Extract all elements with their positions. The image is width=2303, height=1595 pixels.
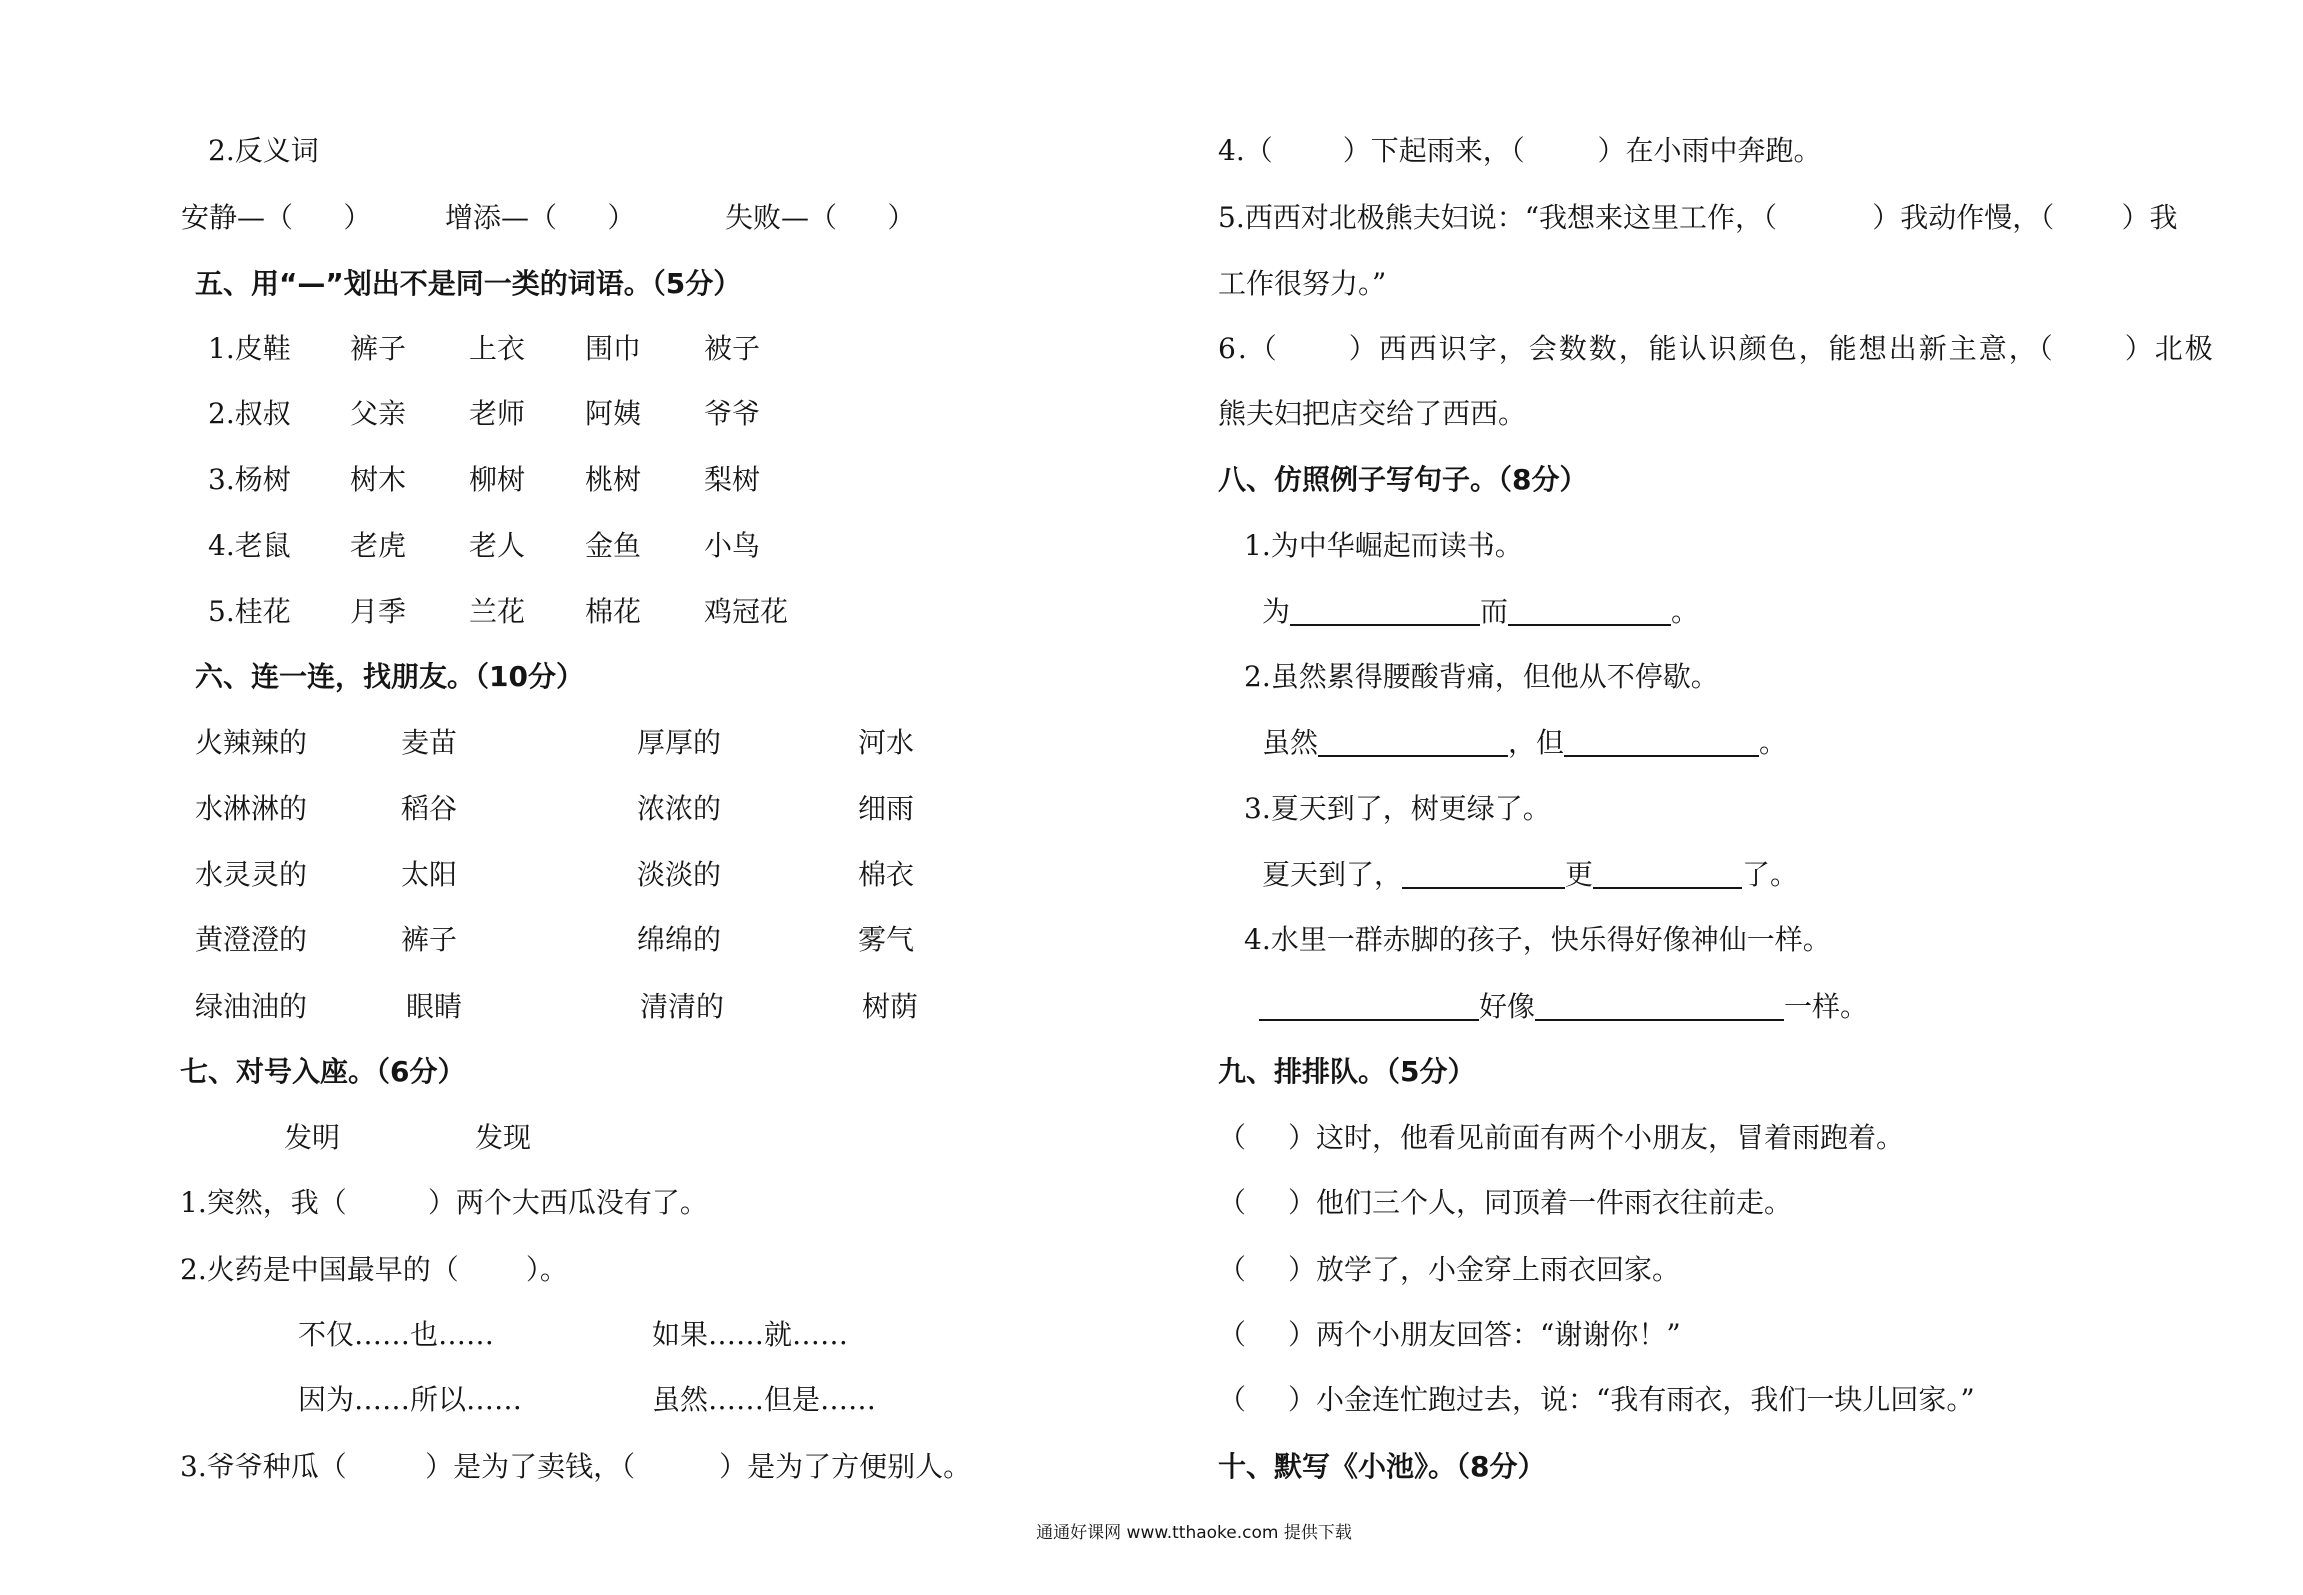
question-text: 1.突然，我（ [180, 1186, 347, 1219]
question-7-4 [1218, 134, 1822, 168]
answer-underline [1402, 887, 1565, 889]
order-item [1218, 1186, 1792, 1220]
match-cell: 太阳 [401, 858, 458, 891]
match-cell: 树荫 [862, 990, 919, 1023]
word-cell: 老虎 [350, 529, 407, 562]
question-text: 6.（ [1218, 332, 1279, 365]
question-text: ）北极 [2124, 332, 2215, 365]
fill-sentence [1262, 726, 1787, 760]
question-text: ）在小雨中奔跑。 [1597, 134, 1822, 167]
section-9-heading: 九、排排队。（5分） [1218, 1055, 1476, 1088]
paren-open: （ [1218, 1121, 1247, 1154]
match-cell: 清清的 [640, 990, 725, 1023]
answer-underline [1564, 755, 1759, 757]
paren-close: ） [887, 201, 916, 234]
word-cell: 月季 [350, 595, 407, 628]
question-7-3 [180, 1450, 971, 1484]
answer-underline [1535, 1019, 1784, 1021]
fill-text: 好像 [1479, 990, 1536, 1023]
conjunction-choice: 不仅……也…… [298, 1318, 495, 1351]
word-cell: 爷爷 [704, 397, 761, 430]
example-sentence: 4.水里一群赤脚的孩子，快乐得好像神仙一样。 [1244, 923, 1831, 956]
order-text: 两个小朋友回答：“谢谢你！” [1316, 1318, 1681, 1351]
word-cell: 被子 [704, 332, 761, 365]
order-item [1218, 1121, 1904, 1155]
fill-text: 。 [1671, 595, 1700, 628]
match-cell: 淡淡的 [637, 858, 722, 891]
paren-close: ） [1288, 1253, 1317, 1286]
question-text: ）我动作慢，（ [1872, 201, 2055, 234]
question-7-2 [180, 1253, 568, 1287]
question-7-6 [1218, 332, 2215, 366]
paren-close: ） [1288, 1121, 1317, 1154]
antonym-prompt: 增添—（ [445, 201, 558, 234]
antonym-item [445, 201, 635, 235]
section-10-heading: 十、默写《小池》。（8分） [1218, 1450, 1546, 1483]
match-cell: 雾气 [858, 923, 915, 956]
paren-close: ） [1288, 1318, 1317, 1351]
word-cell: 老师 [469, 397, 526, 430]
paren-open: （ [1218, 1253, 1247, 1286]
match-cell: 绿油油的 [195, 990, 308, 1023]
section-8-heading: 八、仿照例子写句子。（8分） [1218, 463, 1588, 496]
question-7-5 [1218, 201, 2177, 235]
match-cell: 麦苗 [401, 726, 458, 759]
word-cell: 树木 [350, 463, 407, 496]
section-7-heading: 七、对号入座。（6分） [180, 1055, 466, 1088]
fill-text: 夏天到了， [1262, 858, 1403, 891]
word-cell: 老人 [469, 529, 526, 562]
order-item [1218, 1318, 1681, 1352]
antonyms-title: 2.反义词 [208, 134, 319, 167]
fill-text: 更 [1565, 858, 1594, 891]
match-cell: 河水 [858, 726, 915, 759]
conjunction-choice: 因为……所以…… [298, 1383, 523, 1416]
paren-open: （ [1218, 1186, 1247, 1219]
word-cell: 鸡冠花 [704, 595, 789, 628]
answer-underline [1593, 887, 1742, 889]
fill-text: 。 [1759, 726, 1788, 759]
paren-close: ） [607, 201, 636, 234]
order-text: 放学了，小金穿上雨衣回家。 [1316, 1253, 1681, 1286]
word-cell: 兰花 [469, 595, 526, 628]
word-cell: 3.杨树 [208, 463, 291, 496]
page-footer: 通通好课网 www.tthaoke.com 提供下载 [1036, 1523, 1352, 1543]
word-cell: 金鱼 [585, 529, 642, 562]
match-cell: 黄澄澄的 [195, 923, 308, 956]
question-text: ）两个大西瓜没有了。 [427, 1186, 708, 1219]
fill-sentence [1262, 858, 1798, 892]
question-7-6-continued: 熊夫妇把店交给了西西。 [1218, 397, 1527, 430]
question-text: ）是为了卖钱，（ [425, 1450, 636, 1483]
conjunction-choice: 如果……就…… [652, 1318, 849, 1351]
answer-underline [1290, 624, 1480, 626]
match-cell: 绵绵的 [637, 923, 722, 956]
order-item [1218, 1383, 1975, 1417]
question-7-1 [180, 1186, 708, 1220]
match-cell: 裤子 [401, 923, 458, 956]
paren-close: ） [1288, 1383, 1317, 1416]
paren-close: ） [1288, 1186, 1317, 1219]
answer-underline [1318, 755, 1508, 757]
match-cell: 水淋淋的 [195, 792, 308, 825]
match-cell: 细雨 [858, 792, 915, 825]
word-cell: 小鸟 [704, 529, 761, 562]
answer-underline [1259, 1019, 1479, 1021]
question-text: ）下起雨来，（ [1342, 134, 1525, 167]
fill-text: 而 [1480, 595, 1509, 628]
example-sentence: 1.为中华崛起而读书。 [1244, 529, 1523, 562]
word-cell: 裤子 [350, 332, 407, 365]
question-text: ）是为了方便别人。 [719, 1450, 972, 1483]
word-cell: 阿姨 [585, 397, 642, 430]
order-item [1218, 1253, 1680, 1287]
match-cell: 稻谷 [401, 792, 458, 825]
order-text: 这时，他看见前面有两个小朋友，冒着雨跑着。 [1316, 1121, 1905, 1154]
question-text: ）。 [525, 1253, 568, 1286]
answer-underline [1508, 624, 1671, 626]
match-cell: 棉衣 [858, 858, 915, 891]
fill-text: 虽然 [1262, 726, 1319, 759]
question-text: ）我 [2121, 201, 2178, 234]
question-7-5-continued: 工作很努力。” [1218, 267, 1387, 300]
paren-close: ） [343, 201, 372, 234]
question-text: 5.西西对北极熊夫妇说：“我想来这里工作，（ [1218, 201, 1778, 234]
antonym-prompt: 失败—（ [725, 201, 838, 234]
word-cell: 上衣 [469, 332, 526, 365]
word-cell: 1.皮鞋 [208, 332, 291, 365]
word-cell: 梨树 [704, 463, 761, 496]
order-text: 他们三个人，同顶着一件雨衣往前走。 [1316, 1186, 1793, 1219]
fill-text: 为 [1262, 595, 1291, 628]
fill-sentence [1259, 990, 1868, 1024]
word-cell: 围巾 [585, 332, 642, 365]
match-cell: 浓浓的 [637, 792, 722, 825]
fill-sentence [1262, 595, 1699, 629]
section-6-heading: 六、连一连，找朋友。（10分） [195, 660, 584, 693]
conjunction-choice: 虽然……但是…… [652, 1383, 877, 1416]
antonym-item [181, 201, 371, 235]
order-text: 小金连忙跑过去，说：“我有雨衣，我们一块儿回家。” [1316, 1383, 1975, 1416]
word-cell: 5.桂花 [208, 595, 291, 628]
word-cell: 2.叔叔 [208, 397, 291, 430]
word-cell: 棉花 [585, 595, 642, 628]
paren-open: （ [1218, 1318, 1247, 1351]
word-cell: 4.老鼠 [208, 529, 291, 562]
word-choice: 发明 [284, 1121, 341, 1154]
word-choice: 发现 [475, 1121, 532, 1154]
antonym-prompt: 安静—（ [181, 201, 294, 234]
fill-text: 了。 [1742, 858, 1799, 891]
question-text: 2.火药是中国最早的（ [180, 1253, 459, 1286]
fill-text: ，但 [1508, 726, 1565, 759]
match-cell: 厚厚的 [637, 726, 722, 759]
question-text: ）西西识字，会数数，能认识颜色，能想出新主意，（ [1348, 332, 2055, 365]
example-sentence: 2.虽然累得腰酸背痛，但他从不停歇。 [1244, 660, 1719, 693]
question-text: 3.爷爷种瓜（ [180, 1450, 347, 1483]
word-cell: 柳树 [469, 463, 526, 496]
word-cell: 父亲 [350, 397, 407, 430]
question-text: 4.（ [1218, 134, 1273, 167]
paren-open: （ [1218, 1383, 1247, 1416]
match-cell: 眼睛 [406, 990, 463, 1023]
example-sentence: 3.夏天到了，树更绿了。 [1244, 792, 1551, 825]
section-5-heading: 五、用“—”划出不是同一类的词语。（5分） [195, 267, 742, 300]
antonym-item [725, 201, 915, 235]
word-cell: 桃树 [585, 463, 642, 496]
fill-text: 一样。 [1784, 990, 1869, 1023]
match-cell: 火辣辣的 [195, 726, 308, 759]
match-cell: 水灵灵的 [195, 858, 308, 891]
